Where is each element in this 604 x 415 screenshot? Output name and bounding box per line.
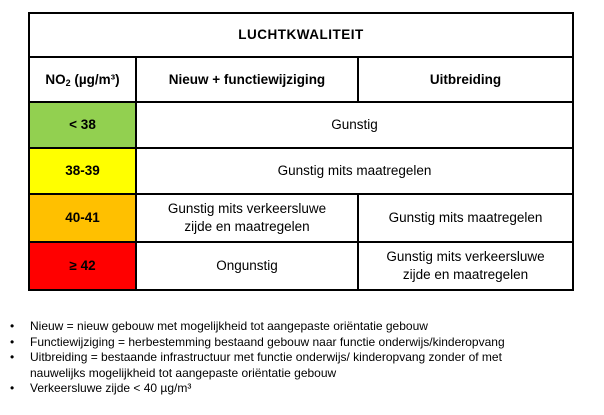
- header-no2: $NO_2$ (µg/m³): [29, 57, 136, 102]
- list-item: • Verkeersluwe zijde < 40 µg/m³: [10, 381, 192, 395]
- table-row: [29, 194, 573, 242]
- list-item-continuation: nauwelijks mogelijkheid tot aangepaste oriëntatie gebouw: [30, 365, 337, 380]
- header-uitbreiding: Uitbreiding: [358, 57, 573, 102]
- uitbreiding-cell: Gunstig mits maatregelen: [358, 194, 573, 242]
- table-title-row: [29, 13, 573, 57]
- bullet-icon: •: [10, 381, 15, 395]
- bullet-icon: •: [10, 319, 15, 333]
- value-cell: Gunstig: [136, 102, 573, 148]
- level-cell: < 38: [29, 102, 136, 148]
- list-item: • Nieuw = nieuw gebouw met mogelijkheid tot aangepaste oriëntatie gebouw: [10, 319, 428, 333]
- bullet-icon: •: [10, 334, 15, 349]
- bullet-icon: •: [10, 350, 15, 364]
- list-item: • Uitbreiding = bestaande infrastructuur met functie onderwijs/ kinderopvang zonder of met: [10, 350, 502, 364]
- notes-list: [8, 319, 598, 397]
- table-row: [29, 148, 573, 194]
- table-row: [29, 242, 573, 290]
- table-title: LUCHTKWALITEIT: [29, 13, 573, 57]
- value-cell: Gunstig mits maatregelen: [136, 148, 573, 194]
- level-cell: 40-41: [29, 194, 136, 242]
- air-quality-table: [28, 12, 574, 291]
- list-item: • Functiewijziging = herbestemming bestaand gebouw naar functie onderwijs/kinderopvang: [10, 334, 505, 349]
- nieuw-cell: Gunstig mits verkeersluwe zijde en maatregelen: [136, 194, 358, 242]
- nieuw-cell: Ongunstig: [136, 242, 358, 290]
- uitbreiding-cell: Gunstig mits verkeersluwe zijde en maatregelen: [358, 242, 573, 290]
- header-row: [29, 57, 573, 102]
- level-cell: 38-39: [29, 148, 136, 194]
- header-nieuw: Nieuw + functiewijziging: [136, 57, 358, 102]
- table-row: [29, 102, 573, 148]
- level-cell: ≥ 42: [29, 242, 136, 290]
